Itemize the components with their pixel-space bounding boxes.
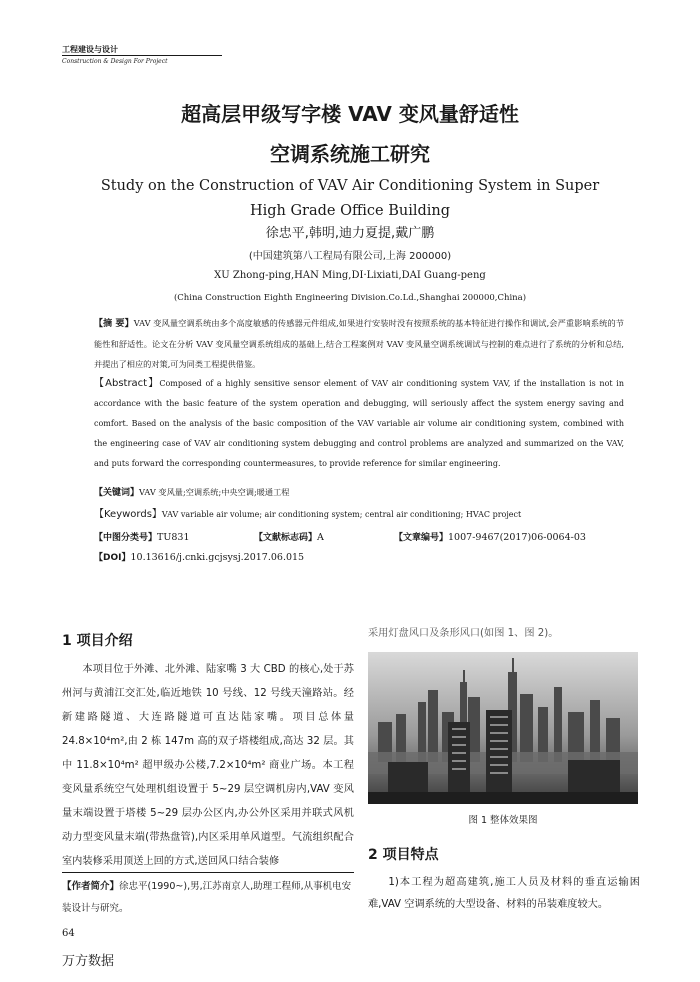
- keywords-cn-label: 【关键词】: [94, 488, 140, 498]
- author-intro-text: 徐忠平(1990~),男,江苏南京人,助理工程师,从事机电安装设计与研究。: [62, 881, 352, 914]
- journal-name-cn: 工程建设与设计: [62, 45, 118, 54]
- figure1-photo: [368, 652, 638, 804]
- clc-label: 【中图分类号】: [94, 533, 158, 543]
- authors-en: XU Zhong-ping,HAN Ming,DI·Lixiati,DAI Guang-peng: [214, 270, 486, 281]
- doc-code-label: 【文献标志码】: [254, 533, 318, 543]
- abstract-cn: [94, 313, 624, 374]
- journal-header: [62, 44, 222, 66]
- figure1-caption: 图 1 整体效果图: [468, 815, 538, 826]
- doi-value: 10.13616/j.cnki.gcjsysj.2017.06.015: [130, 552, 305, 563]
- author-intro-label: 【作者简介】: [62, 881, 120, 892]
- abstract-en-label: 【Abstract】: [94, 378, 160, 389]
- abstract-cn-text: VAV 变风量空调系统由多个高度敏感的传感器元件组成,如果进行安装时没有按照系统的基本特征进行操作和调试,会严重影响系统的节能性和舒适性。论文在分析 VAV 变风量空调系统组成的基础上,结合工程案例对 VAV 变风量空调系统调试与控制的难点进行了系统的分析和总结,并提出了相应的对策,可为同类工程提供借鉴。: [94, 318, 624, 369]
- abstract-en: [94, 374, 624, 474]
- title-cn-line2: 空调系统施工研究: [270, 142, 430, 166]
- title-cn-line1: 超高层甲级写字楼 VAV 变风量舒适性: [181, 102, 519, 126]
- classification-row: [94, 528, 624, 548]
- authors-cn: 徐忠平,韩明,迪力夏提,戴广鹏: [265, 226, 435, 241]
- watermark: 万方数据: [62, 954, 115, 969]
- keywords-en: [94, 505, 624, 525]
- page-number: 64: [62, 928, 75, 939]
- footnote-rule: [62, 872, 354, 873]
- affiliation-cn: (中国建筑第八工程局有限公司,上海 200000): [248, 251, 452, 262]
- keywords-cn: [94, 482, 624, 503]
- abstract-en-text: Composed of a highly sensitive sensor element of VAV air conditioning system VAV, if the installation is not in accordance with the basic feature of the system operation and debugging, will seriously affect the system energy saving and comfort. Based on the analysis of the basic composition of the VAV variable air volume air conditioning system, combined with the engineering case of VAV air conditioning system debugging and control problems are analyzed and summarized on the VAV, and puts forward the corresponding countermeasures, to provide reference for similar engineering.: [94, 379, 624, 468]
- article-number-value: 1007-9467(2017)06-0064-03: [448, 532, 586, 543]
- keywords-en-label: 【Keywords】: [94, 509, 162, 520]
- section2-heading: 2 项目特点: [368, 847, 439, 863]
- col2-continuation: 采用灯盘风口及条形风口(如图 1、图 2)。: [368, 628, 559, 639]
- abstract-cn-label: 【摘 要】: [94, 319, 134, 329]
- affiliation-en: (China Construction Eighth Engineering Division.Co.Ld.,Shanghai 200000,China): [173, 293, 527, 303]
- article-number-label: 【文章编号】: [394, 533, 449, 543]
- keywords-en-text: VAV variable air volume; air conditioning system; central air conditioning; HVAC project: [161, 510, 522, 519]
- keywords-cn-text: VAV 变风量;空调系统;中央空调;暖通工程: [139, 487, 290, 497]
- title-en: Study on the Construction of VAV Air Conditioning System in Super High Grade Office Building: [100, 178, 600, 219]
- section2-body: 1)本工程为超高建筑,施工人员及材料的垂直运输困难,VAV 空调系统的大型设备、材料的吊装难度较大。: [368, 877, 640, 910]
- doc-code-value: A: [317, 532, 324, 543]
- section1-heading: 1 项目介绍: [62, 633, 133, 649]
- journal-name-en: Construction & Design For Project: [62, 55, 222, 66]
- clc-value: TU831: [157, 532, 190, 543]
- author-intro: [62, 876, 354, 920]
- doi-row: [94, 548, 624, 568]
- doi-label: 【DOI】: [94, 553, 131, 563]
- section1-body: 本项目位于外滩、北外滩、陆家嘴 3 大 CBD 的核心,处于苏州河与黄浦江交汇处,临近地铁 10 号线、12 号线天潼路站。经新建路隧道、大连路隧道可直达陆家嘴。项目总体量 24.8×10⁴m²,由 2 栋 147m 高的双子塔楼组成,高达 32 层。其中 11.8×10⁴m² 超甲级办公楼,7.2×10⁴m² 商业广场。本工程变风量系统空气处理机组设置于 5~29 层空调机房内,VAV 变风量末端设置于塔楼 5~29 层办公区内,办公外区采用并联式风机动力型变风量末端(带热盘管),内区采用单风道型。气流组织配合室内装修采用顶送上回的方式,送回风口结合装修: [62, 664, 354, 867]
- city-skyline-image: [368, 652, 638, 804]
